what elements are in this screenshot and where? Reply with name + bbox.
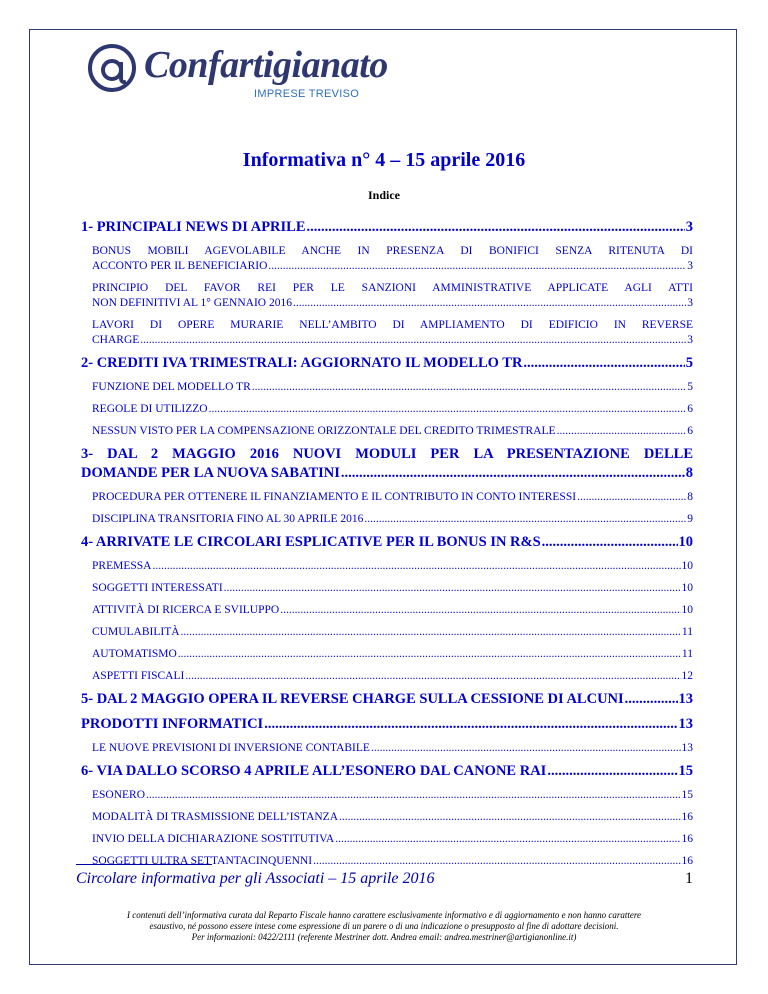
toc-entry-text: 5- DAL 2 MAGGIO OPERA IL REVERSE CHARGE SULLA CESSIONE DI ALCUNI [81, 691, 624, 707]
toc-entry-text: AUTOMATISMO [92, 648, 177, 660]
toc-page-number: 13 [681, 742, 693, 754]
toc-entry-text: ASPETTI FISCALI [92, 670, 185, 682]
toc-leader-dots [224, 581, 681, 596]
toc-subsection-link[interactable] [92, 810, 693, 825]
toc-leader-dots [542, 533, 678, 552]
toc-leader-dots [280, 603, 680, 618]
toc-leader-dots [364, 512, 686, 527]
toc-entry-text: PRODOTTI INFORMATICI [81, 716, 264, 732]
footer-title: Circolare informativa per gli Associati – 15 aprile 2016 [76, 870, 435, 887]
toc-page-number: 3 [685, 219, 693, 235]
toc-entry-text: ACCONTO PER IL BENEFICIARIO [92, 260, 268, 272]
toc-page-number: 10 [681, 582, 693, 594]
toc-entry-text: CHARGE [92, 334, 140, 346]
toc-entry-row [81, 464, 693, 483]
toc-subsection-link[interactable] [92, 741, 693, 756]
toc-section-link[interactable] [81, 715, 693, 734]
toc-entry-text: INVIO DELLA DICHIARAZIONE SOSTITUTIVA [92, 833, 335, 845]
toc-entry-row [92, 259, 693, 274]
toc-leader-dots [181, 625, 681, 640]
toc-leader-dots [307, 218, 685, 237]
toc-leader-dots [313, 854, 680, 869]
toc-leader-dots [252, 380, 687, 395]
toc-entry-text: PREMESSA [92, 560, 152, 572]
toc-entry-text: 6- VIA DALLO SCORSO 4 APRILE ALL’ESONERO DAL CANONE RAI [81, 763, 547, 779]
logo-brand: Confartigianato [144, 44, 388, 86]
toc-entry-row [92, 559, 693, 574]
toc-subsection-link[interactable] [92, 603, 693, 618]
toc-subsection-link[interactable] [92, 402, 693, 417]
toc-entry-text: 1- PRINCIPALI NEWS DI APRILE [81, 219, 306, 235]
toc-entry-text: CUMULABILITÀ [92, 626, 180, 638]
toc-entry-text: 2- CREDITI IVA TRIMESTRALI: AGGIORNATO IL MODELLO TR [81, 355, 523, 371]
toc-page-number: 16 [681, 833, 693, 845]
toc-subsection-link[interactable] [92, 380, 693, 395]
toc-entry-text: DISCIPLINA TRANSITORIA FINO AL 30 APRILE 2016 [92, 513, 364, 525]
toc-entry-text: NON DEFINITIVI AL 1° GENNAIO 2016 [92, 297, 292, 309]
toc-page-number: 5 [687, 381, 693, 393]
toc-page-number: 3 [687, 334, 693, 346]
toc-entry-text: SOGGETTI INTERESSATI [92, 582, 223, 594]
toc-leader-dots [140, 333, 686, 348]
toc-entry-row [92, 854, 693, 869]
toc-page-number: 16 [681, 855, 693, 867]
toc-entry-first-line: PRINCIPIO DEL FAVOR REI PER LE SANZIONI AMMINISTRATIVE APPLICATE AGLI ATTI [92, 282, 693, 294]
toc-entry-row [81, 533, 693, 552]
toc-entry-row [81, 218, 693, 237]
toc-entry-row [92, 603, 693, 618]
toc-entry-row [92, 832, 693, 847]
toc-subsection-link[interactable] [92, 647, 693, 662]
toc-entry-text: DOMANDE PER LA NUOVA SABATINI [81, 465, 340, 481]
toc-section-link[interactable] [81, 533, 693, 552]
toc-leader-dots [625, 690, 678, 709]
toc-page-number: 10 [681, 604, 693, 616]
toc-entry-row [92, 581, 693, 596]
toc-entry-row [92, 512, 693, 527]
toc-leader-dots [335, 832, 680, 847]
toc-page-number: 11 [681, 626, 693, 638]
toc-leader-dots [264, 715, 677, 734]
toc-entry-text: SOGGETTI ULTRA SETTANTACINQUENNI [92, 855, 313, 867]
toc-entry-row [81, 762, 693, 781]
toc-leader-dots [339, 810, 680, 825]
footer-divider [76, 864, 212, 865]
toc-page-number: 13 [678, 716, 693, 732]
toc-entry-row [92, 333, 693, 348]
toc-entry-row [92, 647, 693, 662]
toc-leader-dots [185, 669, 680, 684]
toc-page-number: 3 [687, 260, 693, 272]
toc-subsection-link[interactable] [92, 854, 693, 869]
toc-section-link[interactable] [81, 354, 693, 373]
toc-subsection-link[interactable] [92, 490, 693, 505]
toc-leader-dots [371, 741, 681, 756]
toc-page-number: 6 [687, 425, 693, 437]
toc-entry-text: 4- ARRIVATE LE CIRCOLARI ESPLICATIVE PER IL BONUS IN R&S [81, 534, 541, 550]
index-heading: Indice [367, 188, 400, 202]
toc-entry-row [81, 354, 693, 373]
toc-subsection-link[interactable] [92, 625, 693, 640]
toc-leader-dots [293, 296, 686, 311]
toc-section-link[interactable] [81, 690, 693, 709]
toc-leader-dots [146, 788, 680, 803]
toc-page-number: 5 [685, 355, 693, 371]
toc-entry-text: NESSUN VISTO PER LA COMPENSAZIONE ORIZZONTALE DEL CREDITO TRIMESTRALE [92, 425, 556, 437]
toc-page-number: 9 [687, 513, 693, 525]
toc-entry-row [92, 424, 693, 439]
toc-page-number: 12 [681, 670, 693, 682]
toc-subsection-link[interactable] [92, 281, 693, 311]
disclaimer-line: I contenuti dell’informativa curata dal Reparto Fiscale hanno carattere esclusivamente informativo e di aggiornamento e non hanno carattere [127, 910, 641, 920]
toc-entry-row [81, 690, 693, 709]
toc-subsection-link[interactable] [92, 788, 693, 803]
toc-subsection-link[interactable] [92, 318, 693, 348]
toc-section-link[interactable] [81, 218, 693, 237]
toc-entry-text: ESONERO [92, 789, 146, 801]
disclaimer [0, 910, 768, 943]
toc-entry-row [92, 296, 693, 311]
toc-leader-dots [523, 354, 684, 373]
disclaimer-line: esaustivo, né possono essere intese come espressione di un parere o di una indicazione o presupposto al fine di adottare decisioni. [149, 921, 619, 931]
toc-page-number: 15 [681, 789, 693, 801]
toc-leader-dots [341, 464, 685, 483]
disclaimer-line: Per informazioni: 0422/2111 (referente Mestriner dott. Andrea email: andrea.mestriner@artigianonline.it) [191, 932, 577, 942]
toc-entry-text: LE NUOVE PREVISIONI DI INVERSIONE CONTABILE [92, 742, 370, 754]
toc-entry-first-line: BONUS MOBILI AGEVOLABILE ANCHE IN PRESENZA DI BONIFICI SENZA RITENUTA DI [92, 245, 693, 257]
toc-subsection-link[interactable] [92, 244, 693, 274]
toc-subsection-link[interactable] [92, 424, 693, 439]
toc-subsection-link[interactable] [92, 581, 693, 596]
toc-page-number: 10 [681, 560, 693, 572]
toc-page-number: 13 [678, 691, 693, 707]
toc-subsection-link[interactable] [92, 512, 693, 527]
toc-page-number: 15 [678, 763, 693, 779]
confartigianato-logo [86, 42, 406, 104]
toc-entry-row [92, 380, 693, 395]
toc-leader-dots [152, 559, 680, 574]
logo-subtitle: IMPRESE TREVISO [254, 88, 360, 100]
toc-leader-dots [547, 762, 677, 781]
toc-subsection-link[interactable] [92, 669, 693, 684]
toc-entry-text: PROCEDURA PER OTTENERE IL FINANZIAMENTO E IL CONTRIBUTO IN CONTO INTERESSI [92, 491, 577, 503]
toc-entry-row [92, 810, 693, 825]
toc-leader-dots [577, 490, 686, 505]
toc-page-number: 6 [687, 403, 693, 415]
toc-leader-dots [557, 424, 687, 439]
table-of-contents [81, 212, 693, 869]
toc-entry-first-line: 3- DAL 2 MAGGIO 2016 NUOVI MODULI PER LA PRESENTAZIONE DELLE [81, 446, 693, 462]
toc-page-number: 8 [687, 491, 693, 503]
toc-entry-text: REGOLE DI UTILIZZO [92, 403, 208, 415]
toc-page-number: 16 [681, 811, 693, 823]
toc-page-number: 10 [678, 534, 693, 550]
toc-entry-row [92, 741, 693, 756]
toc-entry-row [92, 402, 693, 417]
toc-section-link[interactable] [81, 762, 693, 781]
toc-subsection-link[interactable] [92, 559, 693, 574]
toc-entry-row [81, 715, 693, 734]
toc-section-link[interactable] [81, 445, 693, 483]
toc-subsection-link[interactable] [92, 832, 693, 847]
toc-entry-row [92, 788, 693, 803]
toc-entry-row [92, 625, 693, 640]
toc-leader-dots [209, 402, 687, 417]
toc-leader-dots [178, 647, 681, 662]
toc-page-number: 11 [681, 648, 693, 660]
toc-entry-text: FUNZIONE DEL MODELLO TR [92, 381, 251, 393]
document-title: Informativa n° 4 – 15 aprile 2016 [242, 149, 526, 171]
toc-entry-text: ATTIVITÀ DI RICERCA E SVILUPPO [92, 604, 280, 616]
toc-entry-row [92, 490, 693, 505]
toc-page-number: 3 [687, 297, 693, 309]
page-number: 1 [685, 870, 693, 887]
toc-leader-dots [268, 259, 686, 274]
toc-page-number: 8 [685, 465, 693, 481]
toc-entry-first-line: LAVORI DI OPERE MURARIE NELL’AMBITO DI AMPLIAMENTO DI EDIFICIO IN REVERSE [92, 319, 693, 331]
toc-entry-text: MODALITÀ DI TRASMISSIONE DELL’ISTANZA [92, 811, 339, 823]
toc-entry-row [92, 669, 693, 684]
